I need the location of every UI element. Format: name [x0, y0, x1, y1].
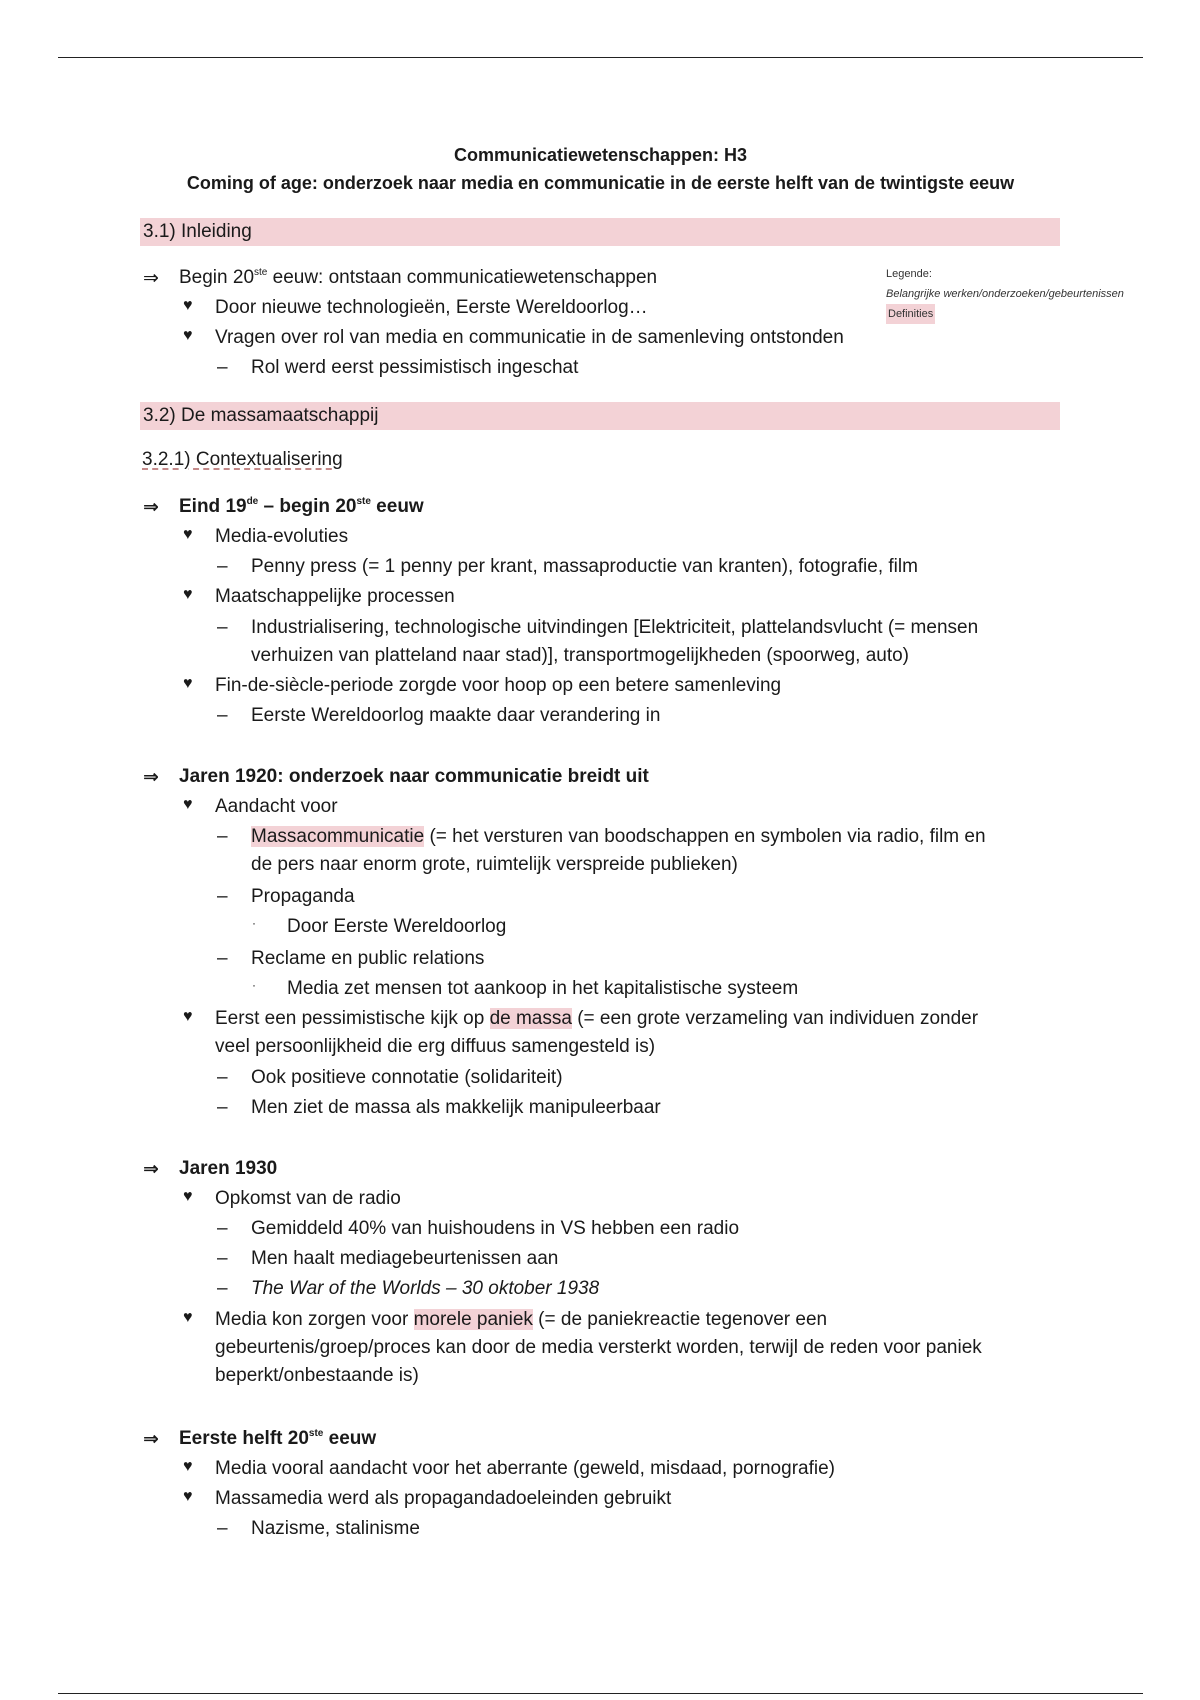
heart-icon: ♥	[183, 1458, 193, 1475]
dot-icon: ·	[252, 916, 256, 930]
arrow-icon: ⇒	[143, 1159, 159, 1180]
section-heading-3-1: 3.1) Inleiding	[140, 218, 1060, 246]
definition-term: Massacommunicatie	[251, 826, 425, 847]
definition-term: morele paniek	[413, 1309, 533, 1330]
heart-icon: ♥	[183, 1008, 193, 1025]
legend	[886, 264, 1124, 324]
dash-icon: –	[217, 826, 228, 847]
heart-icon: ♥	[183, 297, 193, 314]
section-heading-3-2: 3.2) De massamaatschappij	[140, 402, 1060, 430]
dash-icon: –	[217, 617, 228, 638]
dash-icon: –	[217, 1097, 228, 1118]
arrow-icon: ⇒	[143, 1429, 159, 1450]
heart-icon: ♥	[183, 796, 193, 813]
dash-icon: –	[217, 886, 228, 907]
heart-icon: ♥	[183, 675, 193, 692]
dash-icon: –	[217, 556, 228, 577]
arrow-icon: ⇒	[143, 268, 159, 289]
page-bottom-rule	[58, 1693, 1143, 1694]
heart-icon: ♥	[183, 327, 193, 344]
heart-icon: ♥	[183, 1188, 193, 1205]
dash-icon: –	[217, 948, 228, 969]
dash-icon: –	[217, 1518, 228, 1539]
dash-icon: –	[217, 1067, 228, 1088]
dash-icon: –	[217, 1278, 228, 1299]
dash-icon: –	[217, 705, 228, 726]
document-subtitle: Coming of age: onderzoek naar media en communicatie in de eerste helft van de twintigste eeuw	[186, 173, 1015, 193]
dash-icon: –	[217, 357, 228, 378]
subsection-heading: 3.2.1) Contextualisering	[142, 449, 343, 470]
heart-icon: ♥	[183, 1488, 193, 1505]
legend-title: Legende:	[886, 268, 932, 280]
dot-icon: ·	[252, 978, 256, 992]
heart-icon: ♥	[183, 1309, 193, 1326]
dash-icon: –	[217, 1248, 228, 1269]
arrow-icon: ⇒	[143, 497, 159, 518]
dash-icon: –	[217, 1218, 228, 1239]
heart-icon: ♥	[183, 586, 193, 603]
page-top-rule	[58, 57, 1143, 58]
document-title: Communicatiewetenschappen: H3	[453, 145, 748, 165]
legend-definitions: Definities	[886, 304, 935, 324]
arrow-icon: ⇒	[143, 767, 159, 788]
heart-icon: ♥	[183, 526, 193, 543]
definition-term: de massa	[489, 1008, 572, 1029]
legend-works: Belangrijke werken/onderzoeken/gebeurtenissen	[886, 288, 1124, 300]
